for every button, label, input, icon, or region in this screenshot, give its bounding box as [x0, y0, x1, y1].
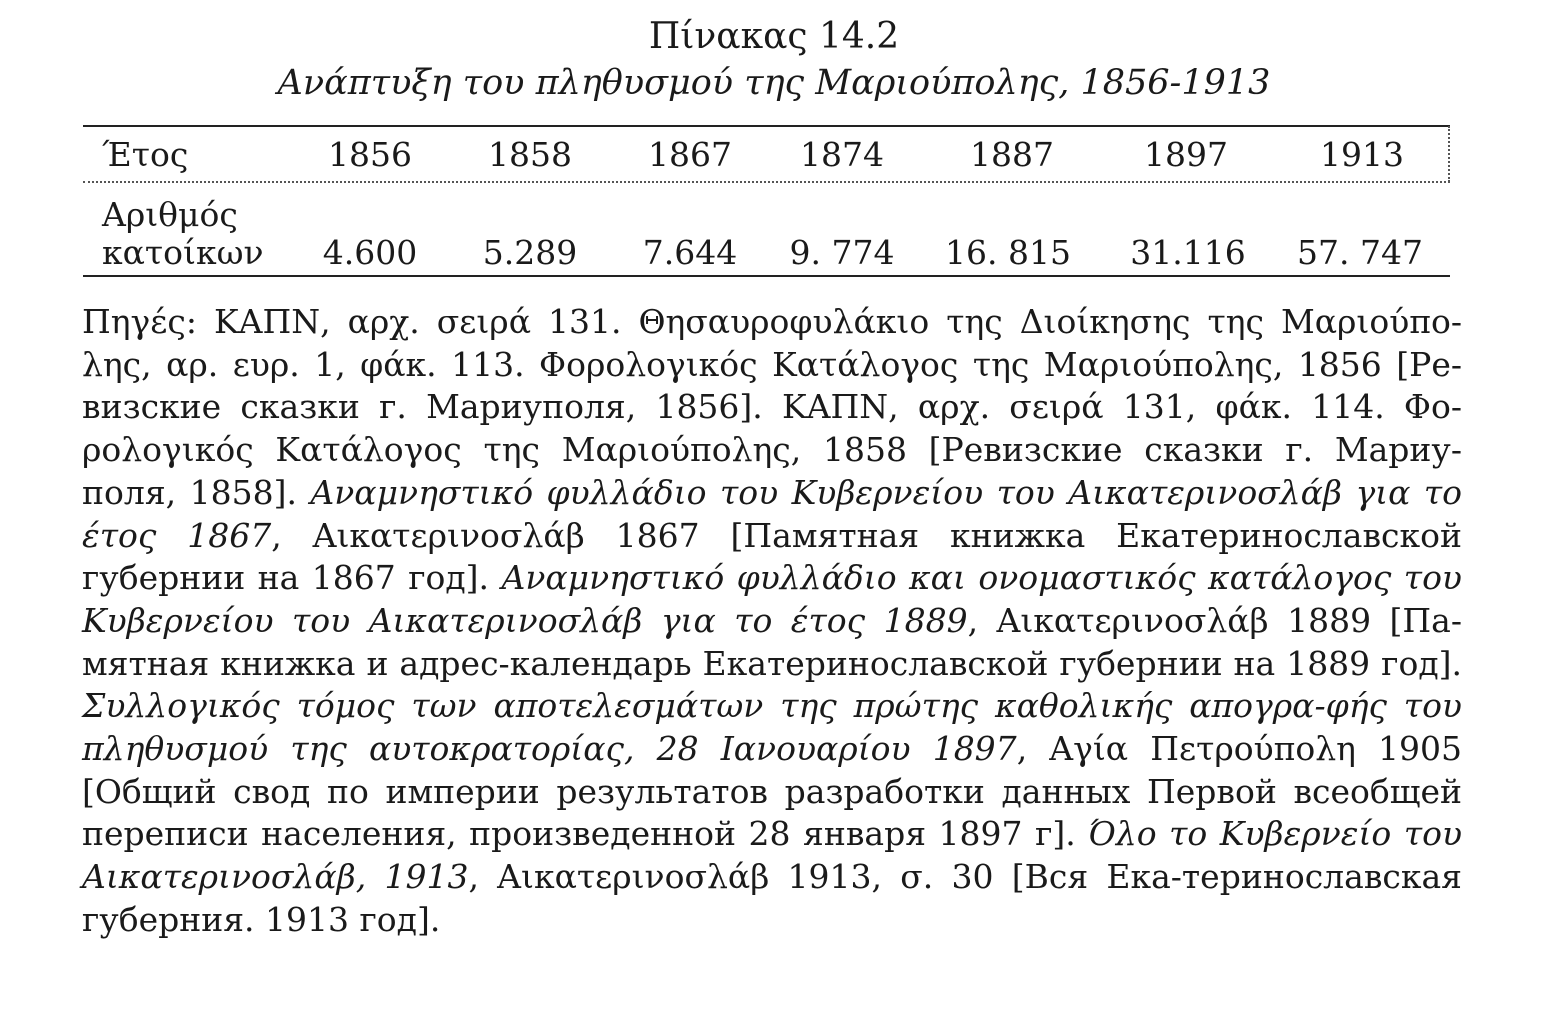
population-cell: 31.116 — [1130, 233, 1246, 272]
population-cell: 9. 774 — [789, 233, 895, 272]
sources-text: Πηγές: ΚΑΠΝ, αρχ. σειρά 131. Θησαυροφυλάκιο της Διοίκησης της Μαριούπο-λης, αρ. ευρ. 1, φάκ. 113. Φορολογικός Κατάλογος της Μαριούπολης, 1856 [Ре-визские сказки г. Мариуполя, 1856]. ΚΑΠΝ, αρχ. σειρά 131, φάκ. 114. Φο-ρολογικός Κατάλογος της Μαριούπολης, 1858 [Ревизские сказки г. Мариу-поля, 1858]. — [82, 302, 1462, 512]
table-caption-title: Ανάπτυξη του πληθυσμού της Μαριούπολης, 1856-1913 — [277, 63, 1271, 103]
sources-text: , Αικατερινοσλάβ 1889 [Па-мятная книжка и адрес-календарь Екатеринославской губернии на 1889 год]. — [82, 600, 1463, 683]
population-cell: 5.289 — [482, 233, 578, 272]
population-cell: 57. 747 — [1297, 233, 1423, 272]
source-title-italic: Αναμνηστικό φυλλάδιο του Κυβερνείου του Αικατερινοσλάβ για το έτος 1867 — [82, 472, 1462, 555]
sources-text: , Αικατερινοσλάβ 1867 [Памятная книжка Екатеринославской губернии на 1867 год]. — [82, 515, 1462, 598]
year-cell: 1913 — [1320, 135, 1404, 174]
table-top-rule — [83, 125, 1450, 127]
year-cell: 1867 — [648, 135, 732, 174]
source-title-italic: Όλο το Κυβερνείο του Αικατερινοσλάβ, 1913 — [82, 814, 1463, 897]
row-header-population-line2: κατοίκων — [102, 233, 264, 272]
year-cell: 1874 — [800, 135, 884, 174]
row-header-population-line1: Αριθμός — [102, 195, 238, 234]
sources-text: , Αγία Πετρούπολη 1905 [Общий свод по империи результатов разработки данных Первой всеобщей переписи населения, произведенной 28 января 1897 г]. — [82, 729, 1463, 854]
sources-note — [82, 301, 1462, 942]
population-cell: 4.600 — [322, 233, 418, 272]
source-title-italic: Συλλογικός τόμος των αποτελεσμάτων της πρώτης καθολικής απογρα-φής του πληθυσμού της αυτοκρατορίας, 28 Ιανουαρίου 1897 — [82, 686, 1462, 769]
year-cell: 1856 — [328, 135, 412, 174]
year-cell: 1897 — [1144, 135, 1228, 174]
table-right-dotted-rule — [1448, 126, 1450, 182]
population-cell: 7.644 — [642, 233, 738, 272]
source-title-italic: Αναμνηστικό φυλλάδιο και ονομαστικός κατάλογος του Κυβερνείου του Αικατερινοσλάβ για το έτος 1889 — [82, 558, 1462, 640]
year-cell: 1858 — [488, 135, 572, 174]
year-cell: 1887 — [970, 135, 1054, 174]
table-bottom-rule — [83, 275, 1450, 277]
population-cell: 16. 815 — [945, 233, 1071, 272]
row-header-year: Έτος — [102, 135, 189, 174]
table-header-rule — [83, 181, 1450, 183]
sources-text: , Αικατερινοσλάβ 1913, σ. 30 [Вся Ека-теринославская губерния. 1913 год]. — [82, 857, 1462, 939]
table-caption-label: Πίνακας 14.2 — [648, 16, 900, 57]
